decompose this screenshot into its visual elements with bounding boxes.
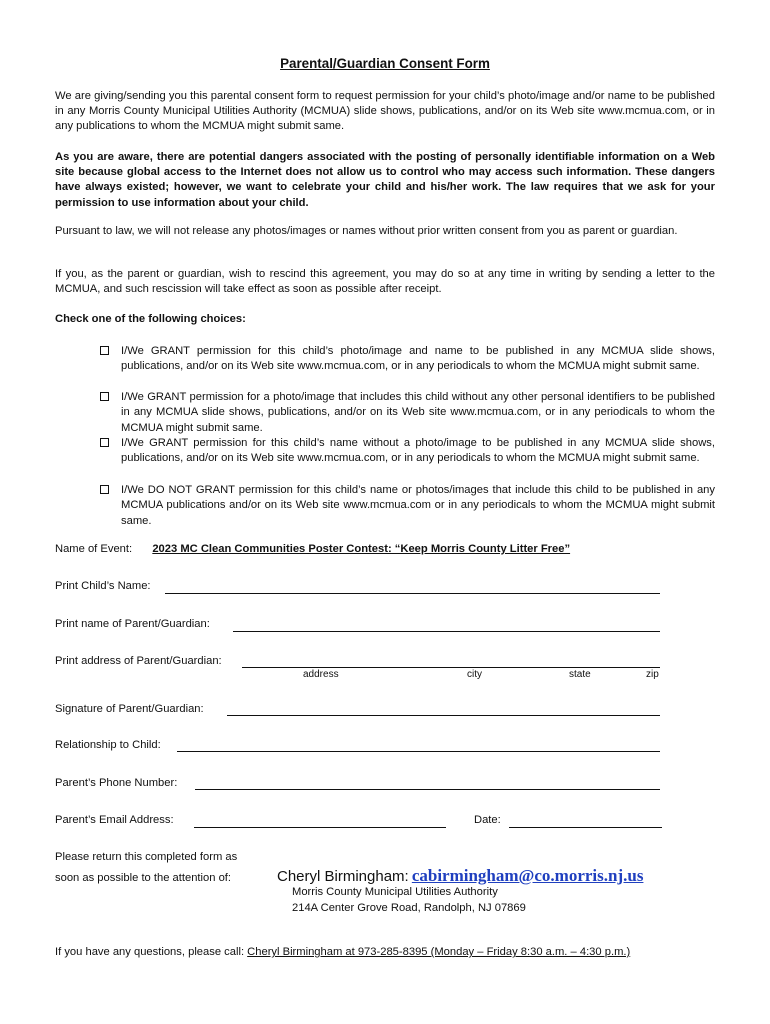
choice-grant-photo-only (100, 390, 715, 436)
choice-text: I/We GRANT permission for this child’s photo/image and name to be published in any MCMUA slide shows, publications, and/or on its Web site www.mcmua.com, or in any periodicals to whom the MCMUA might submit same. (121, 345, 715, 373)
city-sublabel: city (467, 669, 482, 680)
zip-sublabel: zip (646, 669, 659, 680)
email-field[interactable] (194, 827, 446, 828)
choice-text: I/We GRANT permission for a photo/image that includes this child without any other personal identifiers to be published in any MCMUA slide shows, publications, and/or on its Web site www.mcmua.com, or in any periodicals to whom the MCMUA might submit same. (121, 391, 715, 434)
address-sublabel: address (303, 669, 339, 680)
law-paragraph: Pursuant to law, we will not release any photos/images or names without prior written consent from you as parent or guardian. (55, 225, 678, 237)
choice-grant-photo-and-name (100, 344, 715, 375)
choice-text: I/We DO NOT GRANT permission for this child’s name or photos/images that include this child to be published in any MCMUA publications and/or on its Web site www.mcmua.com or in any periodicals to whom the MCMUA might submit same. (121, 484, 715, 527)
signature-label: Signature of Parent/Guardian: (55, 703, 204, 715)
contact-email-link[interactable]: cabirmingham@co.morris.nj.us (411, 866, 644, 885)
relationship-label: Relationship to Child: (55, 739, 161, 751)
checkbox[interactable] (100, 438, 109, 447)
event-label: Name of Event: (55, 543, 133, 555)
checkbox[interactable] (100, 392, 109, 401)
contact-address: 214A Center Grove Road, Randolph, NJ 07869 (292, 902, 526, 914)
parent-address-field[interactable] (242, 667, 660, 668)
footer-prefix: If you have any questions, please call: (55, 946, 245, 958)
return-instruction-line1: Please return this completed form as (55, 851, 238, 863)
child-name-field[interactable] (165, 593, 660, 594)
contact-name: Cheryl Birmingham: (277, 868, 409, 885)
date-label: Date: (474, 814, 501, 826)
child-name-label: Print Child’s Name: (55, 580, 151, 592)
event-row (55, 543, 570, 555)
choice-do-not-grant (100, 483, 715, 529)
form-title: Parental/Guardian Consent Form (280, 56, 490, 71)
state-sublabel: state (569, 669, 591, 680)
phone-label: Parent’s Phone Number: (55, 777, 178, 789)
choice-grant-name-only (100, 436, 715, 467)
parent-name-field[interactable] (233, 631, 660, 632)
parent-address-label: Print address of Parent/Guardian: (55, 655, 222, 667)
relationship-field[interactable] (177, 751, 660, 752)
rescind-paragraph: If you, as the parent or guardian, wish to rescind this agreement, you may do so at any time in writing by sending a letter to the MCMUA, and such rescission will take effect as soon as possible after receipt. (55, 268, 715, 296)
parent-name-label: Print name of Parent/Guardian: (55, 618, 210, 630)
intro-paragraph: We are giving/sending you this parental consent form to request permission for your child’s photo/image and/or name to be published in any Morris County Municipal Utilities Authority (MCMUA) slide shows, publications, and/or on its Web site www.mcmua.com, or in any publications to whom the MCMUA might submit same. (55, 90, 715, 133)
event-value: 2023 MC Clean Communities Poster Contest: “Keep Morris County Litter Free” (152, 543, 571, 555)
warning-paragraph: As you are aware, there are potential dangers associated with the posting of personally identifiable information on a Web site because global access to the Internet does not allow us to control who may access such information. These dangers have always existed; however, we want to celebrate your child and his/her work. The law requires that we ask for your permission to use information about your child. (55, 151, 715, 209)
footer-contact: Cheryl Birmingham at 973-285-8395 (Monday – Friday 8:30 a.m. – 4:30 p.m.) (247, 946, 631, 958)
phone-field[interactable] (195, 789, 660, 790)
contact-row (277, 866, 643, 886)
date-field[interactable] (509, 827, 662, 828)
footer (55, 946, 630, 958)
return-instruction-line2: soon as possible to the attention of: (55, 872, 232, 884)
signature-field[interactable] (227, 715, 660, 716)
contact-organization: Morris County Municipal Utilities Authority (292, 886, 498, 898)
email-label: Parent’s Email Address: (55, 814, 174, 826)
checkbox[interactable] (100, 346, 109, 355)
checkbox[interactable] (100, 485, 109, 494)
choices-label: Check one of the following choices: (55, 313, 246, 325)
choice-text: I/We GRANT permission for this child’s name without a photo/image to be published in any MCMUA slide shows, publications, and/or on its Web site www.mcmua.com, or in any periodicals to whom the MCMUA might submit same. (121, 437, 715, 465)
